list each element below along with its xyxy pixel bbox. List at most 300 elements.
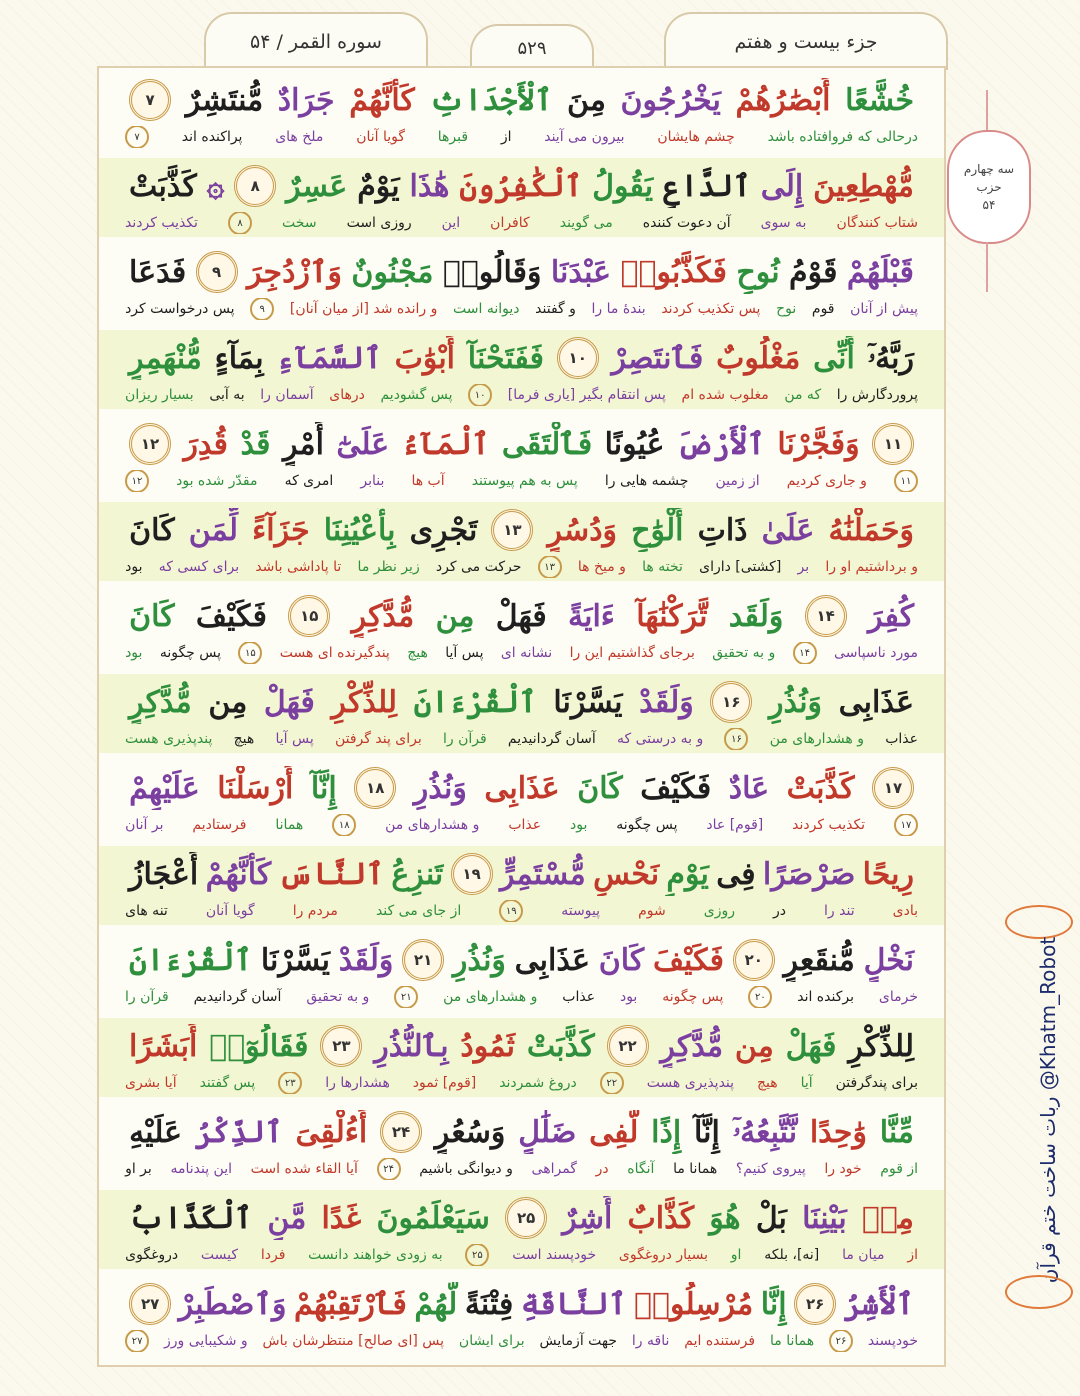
translation-word: پندگیرنده ای هست bbox=[279, 645, 390, 661]
translation-word: در bbox=[595, 1161, 609, 1177]
translation-line bbox=[99, 728, 944, 750]
arabic-word: وَٱصْطَبِرْ bbox=[178, 1286, 287, 1322]
verse-line bbox=[99, 674, 944, 753]
translation-word: زیر نظر ما bbox=[357, 559, 420, 575]
arabic-word: لِّمَن bbox=[188, 512, 239, 548]
ornament-icon bbox=[1005, 905, 1073, 939]
arabic-word: ۞ bbox=[206, 168, 225, 204]
arabic-word: يَسَّرْنَا bbox=[553, 684, 623, 720]
arabic-word: جَزَآءً bbox=[252, 512, 310, 548]
translation-word: دروغ شمردند bbox=[499, 1075, 577, 1091]
arabic-word: كَانَ bbox=[577, 770, 623, 806]
ayah-number: ۱۳ bbox=[491, 509, 533, 551]
ayah-number-small: ۱۲ bbox=[125, 470, 149, 492]
arabic-word: مِّنَّا bbox=[879, 1114, 914, 1150]
translation-word: از جای می کند bbox=[375, 903, 462, 919]
arabic-word: مَجْنُونٌ bbox=[351, 254, 434, 290]
translation-word: فردا bbox=[260, 1247, 286, 1263]
translation-word: بندهٔ ما را bbox=[591, 301, 646, 317]
translation-word: گویا آنان bbox=[205, 903, 255, 919]
arabic-word: قَدْ bbox=[240, 426, 271, 462]
translation-word: و جاری کردیم bbox=[786, 473, 867, 489]
arabic-word: نُوحٍ bbox=[736, 254, 780, 290]
translation-word: تکذیب کردند bbox=[792, 817, 866, 833]
translation-word: خودپسند است bbox=[512, 1247, 597, 1263]
arabic-word: مَّنِ bbox=[267, 1200, 307, 1236]
ayah-number: ۲۰ bbox=[733, 939, 775, 981]
translation-word: روزی است bbox=[346, 215, 412, 231]
arabic-word: عَذَابِى bbox=[484, 770, 560, 806]
translation-word: و گفتند bbox=[535, 301, 576, 317]
ayah-number: ۱۲ bbox=[129, 423, 171, 465]
translation-word: برای پند گرفتن bbox=[334, 731, 422, 747]
ayah-number-small: ۱۶ bbox=[724, 728, 748, 750]
translation-word: پندپذیری هست bbox=[646, 1075, 735, 1091]
translation-word: کیست bbox=[200, 1247, 239, 1263]
juz-label: جزء بیست و هفتم bbox=[664, 12, 948, 70]
ayah-number: ۱۰ bbox=[557, 337, 599, 379]
arabic-word: عُيُونًا bbox=[604, 426, 665, 462]
arabic-word: ثَمُودُ bbox=[460, 1028, 515, 1064]
translation-word: سخت bbox=[282, 215, 317, 231]
translation-line bbox=[99, 212, 944, 234]
arabic-word: أَبَشَرًا bbox=[129, 1028, 198, 1064]
translation-word: [نه]، بلکه bbox=[764, 1247, 820, 1263]
arabic-word: نَخْلٍ bbox=[863, 942, 914, 978]
translation-line bbox=[99, 1072, 944, 1094]
arabic-line bbox=[99, 1024, 944, 1068]
translation-word: بر آنان bbox=[125, 817, 164, 833]
verse-line bbox=[99, 416, 944, 495]
arabic-word: ٱلْأَشِرُ bbox=[843, 1286, 914, 1322]
arabic-word: فَهَلْ bbox=[495, 598, 547, 634]
translation-word: پس آیا bbox=[445, 645, 484, 661]
ayah-number-small: ۲۱ bbox=[394, 986, 418, 1008]
hizb-marker bbox=[947, 130, 1031, 244]
ayah-number: ۲۲ bbox=[607, 1025, 649, 1067]
arabic-line bbox=[99, 1282, 944, 1326]
ayah-number: ۱۴ bbox=[805, 595, 847, 637]
ayah-number: ۱۷ bbox=[872, 767, 914, 809]
arabic-word: مِن bbox=[208, 684, 248, 720]
translation-word: ملخ های bbox=[275, 129, 324, 145]
translation-word: همانا ما bbox=[770, 1333, 815, 1349]
arabic-word: مُّنْهَمِرٍ bbox=[129, 340, 202, 376]
ayah-number-small: ۲۲ bbox=[600, 1072, 624, 1094]
arabic-word: كَذَّبَتْ bbox=[129, 168, 197, 204]
ayah-number-small: ۱۴ bbox=[793, 642, 817, 664]
arabic-word: فَكَذَّبُوا۟ bbox=[620, 254, 728, 290]
arabic-word: وَٱزْدُجِرَ bbox=[247, 254, 343, 290]
arabic-word: فِتْنَةً bbox=[464, 1286, 514, 1322]
translation-word: و به درستی که bbox=[616, 731, 704, 747]
translation-word: گویا آنان bbox=[356, 129, 406, 145]
translation-word: نشانه ای bbox=[500, 645, 553, 661]
translation-word: از bbox=[500, 129, 512, 145]
ayah-number: ۱۱ bbox=[872, 423, 914, 465]
bot-credit bbox=[1028, 936, 1068, 1284]
hizb-number: ۵۴ bbox=[982, 198, 996, 212]
arabic-word: كُفِرَ bbox=[867, 598, 914, 634]
arabic-word: فَكَيْفَ bbox=[640, 770, 712, 806]
arabic-line bbox=[99, 594, 944, 638]
translation-word: پروردگارش را bbox=[836, 387, 918, 403]
arabic-word: نَّتَّبِعُهُۥٓ bbox=[732, 1114, 798, 1150]
arabic-word: عَادٌ bbox=[728, 770, 770, 806]
arabic-word: غَدًا bbox=[321, 1200, 362, 1236]
translation-word: خود را bbox=[824, 1161, 862, 1177]
arabic-word: كَذَّبَتْ bbox=[786, 770, 855, 806]
translation-word: کافران bbox=[490, 215, 530, 231]
translation-word: پس چگونه bbox=[662, 989, 724, 1005]
translation-word: جهت آزمایش bbox=[539, 1333, 618, 1349]
arabic-word: بَيْنِنَا bbox=[802, 1200, 847, 1236]
arabic-word: فَٱرْتَقِبْهُمْ bbox=[294, 1286, 407, 1322]
ayah-number-small: ۲۷ bbox=[125, 1330, 149, 1352]
arabic-word: فَكَيْفَ bbox=[195, 598, 267, 634]
arabic-word: فَكَيْفَ bbox=[652, 942, 724, 978]
arabic-word: أَلْوَٰحٍ bbox=[631, 512, 684, 548]
verse-line bbox=[99, 1276, 944, 1355]
ayah-number: ۱۶ bbox=[710, 681, 752, 723]
translation-word: بر bbox=[797, 559, 810, 575]
ayah-number: ۲۷ bbox=[129, 1283, 171, 1325]
arabic-line bbox=[99, 1196, 944, 1240]
arabic-word: فَقَالُوٓا۟ bbox=[209, 1028, 309, 1064]
ayah-number: ۹ bbox=[196, 251, 238, 293]
translation-word: پس درخواست کرد bbox=[125, 301, 235, 317]
verse-line bbox=[99, 1190, 944, 1269]
arabic-word: ضَلَٰلٍ bbox=[518, 1114, 577, 1150]
arabic-line bbox=[99, 938, 944, 982]
arabic-word: رِيحًا bbox=[862, 856, 914, 892]
arabic-word: لِلذِّكْرِ bbox=[331, 684, 398, 720]
verse-line bbox=[99, 588, 944, 667]
ayah-number-small: ۲۵ bbox=[465, 1244, 489, 1266]
translation-word: و رانده شد [از میان آنان] bbox=[289, 301, 438, 317]
translation-word: برجای گذاشتیم این را bbox=[569, 645, 695, 661]
arabic-word: مُّنقَعِرٍ bbox=[783, 942, 855, 978]
translation-word: او bbox=[730, 1247, 742, 1263]
verse-line bbox=[99, 158, 944, 237]
translation-word: بود bbox=[125, 645, 143, 661]
arabic-word: إِنَّآ bbox=[693, 1114, 720, 1150]
arabic-word: سَيَعْلَمُونَ bbox=[376, 1200, 490, 1236]
translation-word: به آبی bbox=[209, 387, 245, 403]
translation-line bbox=[99, 642, 944, 664]
arabic-word: فَهَلْ bbox=[263, 684, 315, 720]
arabic-word: بِمَآءٍ bbox=[214, 340, 264, 376]
translation-word: مقدّر شده بود bbox=[176, 473, 258, 489]
translation-line bbox=[99, 986, 944, 1008]
ayah-number-small: ۱۰ bbox=[468, 384, 492, 406]
translation-word: پس آیا bbox=[275, 731, 314, 747]
translation-word: به سوی bbox=[760, 215, 807, 231]
translation-word: دروغگوی bbox=[125, 1247, 179, 1263]
translation-word: که من bbox=[784, 387, 822, 403]
ayah-number-small: ۲۴ bbox=[377, 1158, 401, 1180]
translation-word: آنگاه bbox=[627, 1161, 655, 1177]
arabic-word: وَنُذُرِ bbox=[768, 684, 823, 720]
translation-word: به زودی خواهند دانست bbox=[308, 1247, 443, 1263]
translation-word: نوح bbox=[776, 301, 797, 317]
translation-word: قوم bbox=[811, 301, 835, 317]
translation-word: آن دعوت کننده bbox=[642, 215, 731, 231]
arabic-word: مُّدَّكِرٍ bbox=[660, 1028, 724, 1064]
arabic-word: ٱلْمَآءُ bbox=[401, 426, 490, 462]
translation-word: برکنده اند bbox=[797, 989, 854, 1005]
translation-word: قبرها bbox=[437, 129, 469, 145]
hizb-label: حزب bbox=[976, 180, 1002, 194]
arabic-word: لَّفِى bbox=[589, 1114, 639, 1150]
arabic-line bbox=[99, 164, 944, 208]
arabic-word: وَقَالُوا۟ bbox=[442, 254, 542, 290]
arabic-word: مُّنتَشِرٌ bbox=[185, 82, 264, 118]
verse-line bbox=[99, 502, 944, 581]
translation-line bbox=[99, 1158, 944, 1180]
arabic-word: مُّسْتَمِرٍّ bbox=[499, 856, 586, 892]
translation-word: شتاب کنندگان bbox=[836, 215, 918, 231]
arabic-word: أَرْسَلْنَا bbox=[217, 770, 294, 806]
translation-word: پس [ای صالح] منتظرشان باش bbox=[262, 1333, 445, 1349]
ayah-number-small: ۹ bbox=[250, 298, 274, 320]
arabic-word: يَوْمٌ bbox=[357, 168, 400, 204]
translation-line bbox=[99, 298, 944, 320]
verse-line bbox=[99, 330, 944, 409]
arabic-word: يَقُولُ bbox=[592, 168, 654, 204]
arabic-word: كَانَ bbox=[129, 598, 175, 634]
translation-word: پراکنده اند bbox=[181, 129, 243, 145]
ayah-number: ۲۳ bbox=[320, 1025, 362, 1067]
arabic-word: فَدَعَا bbox=[129, 254, 187, 290]
ayah-number-small: ۱۱ bbox=[894, 470, 918, 492]
arabic-word: خُشَّعًا bbox=[845, 82, 914, 118]
page-number: ۵۲۹ bbox=[470, 24, 594, 70]
translation-word: از bbox=[907, 1247, 918, 1263]
bot-credit-text: ربات ساخت ختم قرآن @Khatm_Robot bbox=[1036, 936, 1060, 1284]
arabic-word: مَغْلُوبٌ bbox=[716, 340, 801, 376]
arabic-word: فَفَتَحْنَآ bbox=[467, 340, 544, 376]
translation-word: عذاب bbox=[562, 989, 596, 1005]
translation-word: مردم را bbox=[292, 903, 338, 919]
arabic-line bbox=[99, 78, 944, 122]
arabic-word: قَبْلَهُمْ bbox=[846, 254, 914, 290]
arabic-word: بِأَعْيُنِنَا bbox=[323, 512, 396, 548]
arabic-word: تَنزِعُ bbox=[391, 856, 444, 892]
translation-word: پس به هم پیوستند bbox=[471, 473, 578, 489]
translation-word: پس انتقام بگیر [یاری فرما] bbox=[507, 387, 666, 403]
translation-word: خودپسند bbox=[867, 1333, 918, 1349]
translation-word: همانا ما bbox=[673, 1161, 718, 1177]
arabic-word: ٱلْقُرْءَانَ bbox=[129, 942, 253, 978]
arabic-word: لِلذِّكْرِ bbox=[848, 1028, 914, 1064]
arabic-word: مِن bbox=[435, 598, 475, 634]
ayah-number-small: ۲۰ bbox=[748, 986, 772, 1008]
ayah-number-small: ۱۷ bbox=[894, 814, 918, 836]
arabic-word: مُرْسِلُوا۟ bbox=[633, 1286, 754, 1322]
arabic-word: مِنۢ bbox=[861, 1200, 914, 1236]
translation-word: [کشتی] دارای bbox=[699, 559, 782, 575]
arabic-word: إِذًا bbox=[651, 1114, 682, 1150]
arabic-word: مِنَ bbox=[567, 82, 606, 118]
mushaf-frame bbox=[97, 66, 946, 1367]
arabic-word: كَأَنَّهُمْ bbox=[349, 82, 415, 118]
translation-word: برای ایشان bbox=[458, 1333, 525, 1349]
translation-line bbox=[99, 1330, 944, 1352]
translation-word: بود bbox=[619, 989, 638, 1005]
arabic-word: وَحَمَلْنَٰهُ bbox=[828, 512, 914, 548]
ayah-number-small: ۱۸ bbox=[332, 814, 356, 836]
verse-line bbox=[99, 760, 944, 839]
translation-word: بنابر bbox=[360, 473, 385, 489]
translation-word: برای کسی که bbox=[158, 559, 240, 575]
arabic-word: إِنَّآ bbox=[310, 770, 337, 806]
arabic-word: وَلَقَدْ bbox=[338, 942, 394, 978]
translation-word: امری که bbox=[284, 473, 334, 489]
arabic-word: فَٱنتَصِرْ bbox=[611, 340, 704, 376]
translation-word: مورد ناسپاسی bbox=[834, 645, 918, 661]
arabic-word: مِن bbox=[734, 1028, 774, 1064]
translation-word: پس چگونه bbox=[159, 645, 222, 661]
translation-word: بر او bbox=[125, 1161, 152, 1177]
arabic-word: كَذَّبَتْ bbox=[526, 1028, 595, 1064]
arabic-word: فَٱلْتَقَى bbox=[501, 426, 593, 462]
translation-word: [قوم] ثمود bbox=[412, 1075, 477, 1091]
translation-line bbox=[99, 470, 944, 492]
ayah-number: ۷ bbox=[129, 79, 171, 121]
arabic-word: تَّرَكْنَٰهَآ bbox=[636, 598, 708, 634]
translation-word: شوم bbox=[638, 903, 666, 919]
verse-line bbox=[99, 1104, 944, 1183]
translation-word: تخته ها bbox=[642, 559, 683, 575]
arabic-word: مُّدَّكِرٍ bbox=[129, 684, 192, 720]
translation-word: پس گفتند bbox=[199, 1075, 256, 1091]
arabic-line bbox=[99, 508, 944, 552]
translation-word: فرستادیم bbox=[192, 817, 247, 833]
arabic-line bbox=[99, 1110, 944, 1154]
hizb-quarter: سه چهارم bbox=[963, 162, 1015, 176]
arabic-word: بَلْ bbox=[755, 1200, 787, 1236]
arabic-word: أَبْوَٰبَ bbox=[394, 340, 456, 376]
translation-word: هیچ bbox=[233, 731, 255, 747]
arabic-word: ٱلْقُرْءَانَ bbox=[413, 684, 537, 720]
ayah-number-small: ۲۳ bbox=[278, 1072, 302, 1094]
translation-word: و هشدارهای من bbox=[385, 817, 480, 833]
arabic-line bbox=[99, 680, 944, 724]
translation-word: ناقه را bbox=[631, 1333, 670, 1349]
ayah-number-small: ۲۶ bbox=[829, 1330, 853, 1352]
ayah-number: ۲۱ bbox=[402, 939, 444, 981]
translation-word: تا پاداشی باشد bbox=[255, 559, 342, 575]
arabic-word: كَذَّابٌ bbox=[627, 1200, 695, 1236]
translation-word: دیوانه است bbox=[453, 301, 520, 317]
translation-word: چشمه هایی را bbox=[604, 473, 689, 489]
arabic-word: لَّهُمْ bbox=[414, 1286, 458, 1322]
arabic-word: يَخْرُجُونَ bbox=[620, 82, 721, 118]
translation-word: تنه های bbox=[125, 903, 168, 919]
arabic-word: يَوْمِ bbox=[666, 856, 709, 892]
arabic-word: قُدِرَ bbox=[183, 426, 229, 462]
arabic-word: عَلَىٰٓ bbox=[336, 426, 390, 462]
arabic-word: وَفَجَّرْنَا bbox=[777, 426, 860, 462]
arabic-word: وَدُسُرٍ bbox=[547, 512, 618, 548]
translation-line bbox=[99, 900, 944, 922]
arabic-line bbox=[99, 852, 944, 896]
translation-word: عذاب bbox=[885, 731, 918, 747]
translation-word: و دیوانگی باشیم bbox=[419, 1161, 513, 1177]
translation-line bbox=[99, 556, 944, 578]
arabic-word: صَرْصَرًا bbox=[762, 856, 856, 892]
translation-word: تند را bbox=[824, 903, 855, 919]
translation-word: هشدارها را bbox=[325, 1075, 390, 1091]
translation-word: بیرون می آیند bbox=[544, 129, 625, 145]
arabic-word: إِلَى bbox=[760, 168, 804, 204]
arabic-word: كَأَنَّهُمْ bbox=[205, 856, 272, 892]
arabic-word: عَلَىٰ bbox=[761, 512, 815, 548]
arabic-word: أَبْصَٰرُهُمْ bbox=[735, 82, 831, 118]
translation-word: بود bbox=[570, 817, 588, 833]
translation-word: آب ها bbox=[411, 473, 445, 489]
translation-word: پیوسته bbox=[561, 903, 601, 919]
ayah-number: ۱۸ bbox=[354, 767, 396, 809]
translation-word: بسیار دروغگوی bbox=[618, 1247, 708, 1263]
translation-word: هیچ bbox=[407, 645, 428, 661]
arabic-word: أَنِّى bbox=[813, 340, 855, 376]
translation-word: مغلوب شده ام bbox=[681, 387, 769, 403]
translation-word: میان ما bbox=[842, 1247, 885, 1263]
translation-word: و به تحقیق bbox=[306, 989, 370, 1005]
translation-word: پس چگونه bbox=[616, 817, 678, 833]
arabic-word: أَمْرٍ bbox=[282, 426, 324, 462]
ayah-number: ۲۵ bbox=[505, 1197, 547, 1239]
arabic-word: أَعْجَازُ bbox=[129, 856, 199, 892]
arabic-word: كَانَ bbox=[129, 512, 175, 548]
arabic-word: عَلَيْهِ bbox=[129, 1114, 183, 1150]
arabic-word: وَٰحِدًا bbox=[809, 1114, 867, 1150]
arabic-word: ٱلْكَذَّابُ bbox=[129, 1200, 253, 1236]
translation-word: و میخ ها bbox=[577, 559, 626, 575]
arabic-word: مُّدَّكِرٍ bbox=[351, 598, 415, 634]
translation-word: آسان گردانیدیم bbox=[193, 989, 282, 1005]
translation-word: این bbox=[441, 215, 461, 231]
translation-word: روزی bbox=[703, 903, 736, 919]
ayah-number: ۱۵ bbox=[288, 595, 330, 637]
arabic-word: عَسِرٌ bbox=[286, 168, 348, 204]
ayah-number: ۸ bbox=[234, 165, 276, 207]
ayah-number: ۲۶ bbox=[794, 1283, 836, 1325]
arabic-word: بِٱلنُّذُرِ bbox=[374, 1028, 449, 1064]
side-divider bbox=[986, 90, 988, 130]
arabic-word: قَوْمُ bbox=[789, 254, 838, 290]
arabic-word: كَانَ bbox=[598, 942, 645, 978]
arabic-word: ٱلسَّمَآءِ bbox=[276, 340, 382, 376]
arabic-word: تَجْرِى bbox=[409, 512, 478, 548]
arabic-word: نَحْسٍ bbox=[593, 856, 660, 892]
translation-word: چشم هایشان bbox=[657, 129, 735, 145]
translation-word: از زمین bbox=[715, 473, 760, 489]
ayah-number-small: ۱۵ bbox=[238, 642, 262, 664]
translation-word: آیا القاء شده است bbox=[250, 1161, 358, 1177]
arabic-word: مُّهْطِعِينَ bbox=[813, 168, 914, 204]
arabic-word: ٱلنَّاقَةِ bbox=[520, 1286, 627, 1322]
translation-line bbox=[99, 384, 944, 406]
surah-label: سوره القمر / ۵۴ bbox=[204, 12, 428, 70]
ayah-number-small: ۷ bbox=[125, 126, 149, 148]
translation-word: آسمان را bbox=[260, 387, 314, 403]
translation-word: آسان گردانیدیم bbox=[507, 731, 596, 747]
translation-word: پندپذیری هست bbox=[125, 731, 213, 747]
translation-word: پیش از آنان bbox=[850, 301, 918, 317]
